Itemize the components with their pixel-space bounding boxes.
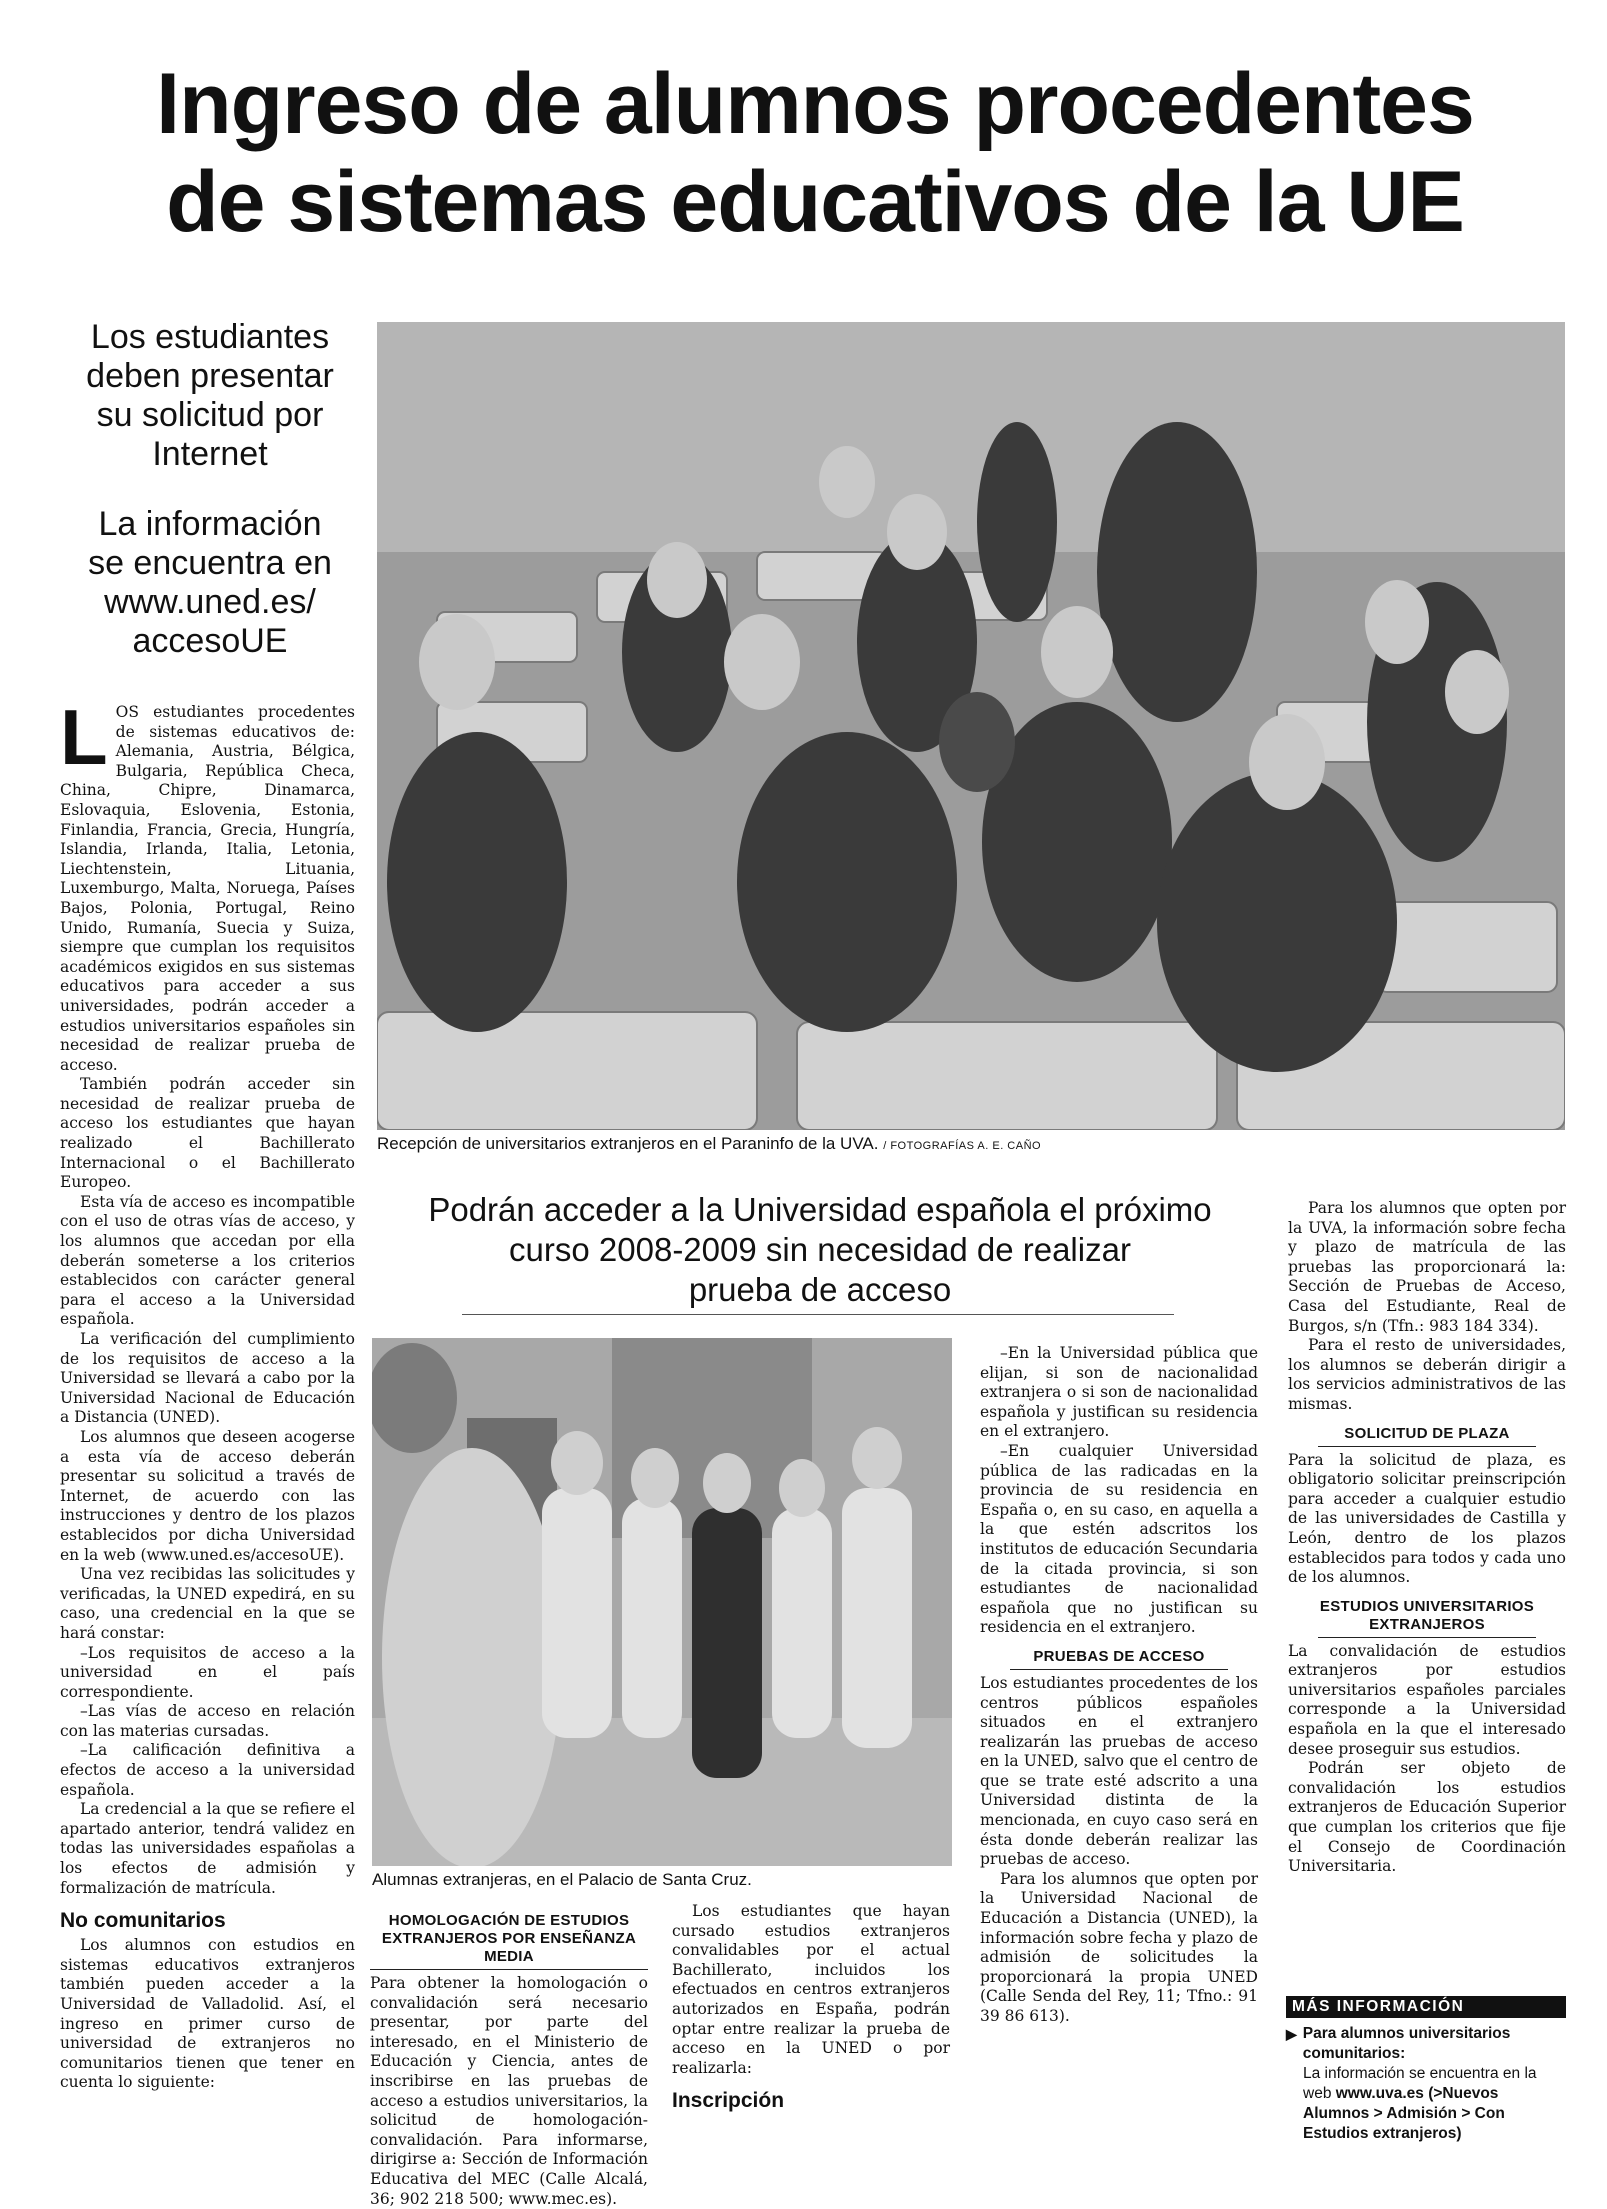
paragraph: Los alumnos que deseen acogerse a esta vía de acceso deberán presentar su solicitud a través de Internet, de acuerdo con las instrucciones y dentro de los plazos establecidos por dicha Universidad en la web (www.uned.es/accesoUE).: [60, 1427, 355, 1564]
more-info-box: [1286, 1996, 1566, 2144]
section-heading-inscripcion: Inscripción: [672, 2089, 785, 2113]
deck-line: Podrán acceder a la Universidad española el próximo: [428, 1191, 1212, 1228]
paragraph: Podrán ser objeto de convalidación los estudios extranjeros de Educación Superior que cumplan los criterios que fije el Consejo de Coordinación Universitaria.: [1288, 1759, 1566, 1876]
more-info-text: [1286, 2064, 1566, 2144]
article-column-2: [370, 1902, 648, 2209]
deck-divider: [462, 1314, 1174, 1315]
paragraph: [60, 693, 355, 1075]
paragraph: Una vez recibidas las solicitudes y verificadas, la UNED expedirá, en su caso, una credencial en la que se hará constar:: [60, 1565, 355, 1642]
photo-santa-cruz-illustration: [372, 1338, 952, 1866]
more-info-title: MÁS INFORMACIÓN: [1286, 1996, 1566, 2018]
photo-paraninfo-students: [377, 322, 1565, 1130]
paragraph: Para los alumnos que opten por la Universidad Nacional de Educación a Distancia (UNED), la información sobre fecha y plazo de admisión de solicitudes la proporcionará la propia UNED (Calle Senda del Rey, 11; Tfno.: 91 39 86 613).: [980, 1869, 1258, 2025]
paragraph: Los estudiantes procedentes de los centros públicos españoles situados en el extranjero realizarán las pruebas de acceso en la UNED, salvo que el centro de que se trate esté adscrito a una Universidad distinta de la mencionada, en cuyo caso será en ésta donde deberán realizar las pruebas de acceso.: [980, 1673, 1258, 1869]
paragraph: –En la Universidad pública que elijan, si son de nacionalidad extranjera o si son de nacionalidad española y justifican su residencia en el extranjero.: [980, 1344, 1258, 1441]
section-heading-pruebas: PRUEBAS DE ACCESO: [1010, 1648, 1228, 1670]
headline-line-1: Ingreso de alumnos procedentes: [156, 56, 1474, 152]
paragraph: Para los alumnos que opten por la UVA, la información sobre fecha y plazo de matrícula de las pruebas las proporcionará la: Sección de Pruebas de Acceso, Casa del Estudiante, Real de Burgos, s/n (Tfn.: 983 184 334).: [1288, 1199, 1566, 1335]
paragraph: También podrán acceder sin necesidad de realizar prueba de acceso los estudiantes que hayan realizado el Bachillerato Internacional o el Bachillerato Europeo.: [60, 1075, 355, 1192]
article-column-4: [980, 1344, 1258, 2027]
photo-caption: Alumnas extranjeras, en el Palacio de Santa Cruz.: [372, 1870, 752, 1889]
photo-caption: [377, 1133, 1565, 1157]
subhead-line: se encuentra en: [88, 544, 332, 582]
more-info-body: [1286, 2018, 1566, 2144]
subhead-line: accesoUE: [132, 622, 288, 660]
subhead-internet: [60, 318, 360, 474]
triangle-right-icon: ▶: [1286, 2026, 1297, 2042]
paragraph: –Las vías de acceso en relación con las materias cursadas.: [60, 1702, 355, 1740]
caption-text: Recepción de universitarios extranjeros en el Paraninfo de la UVA.: [377, 1134, 879, 1153]
subhead-line: www.uned.es/: [104, 583, 316, 621]
section-heading-estudios: ESTUDIOS UNIVERSITARIOS EXTRANJEROS: [1318, 1598, 1536, 1638]
paragraph: Esta vía de acceso es incompatible con el uso de otras vías de acceso, y los alumnos que accedan por ella deberán someterse a los criterios establecidos con carácter general para el acceso a la Universidad española.: [60, 1192, 355, 1329]
paragraph: Los estudiantes que hayan cursado estudios extranjeros convalidables por el actual Bachillerato, incluidos los efectuados en centros extranjeros autorizados en España, podrán optar entre realizar la prueba de acceso en la UNED o por realizarla:: [672, 1902, 950, 2077]
deck-subtitle: [395, 1190, 1245, 1310]
subhead-line: Internet: [152, 435, 268, 473]
paragraph: Para la solicitud de plaza, es obligatorio solicitar preinscripción para acceder a cualquier estudio de las universidades de Castilla y León, dentro de los plazos establecidos para todos y cada uno de los alumnos.: [1288, 1450, 1566, 1587]
paragraph: La verificación del cumplimiento de los requisitos de acceso a la Universidad se llevará a cabo por la Universidad Nacional de Educación a Distancia (UNED).: [60, 1330, 355, 1427]
deck-line: prueba de acceso: [688, 1271, 952, 1308]
section-heading-homologacion: HOMOLOGACIÓN DE ESTUDIOS EXTRANJEROS POR ENSEÑANZA MEDIA: [370, 1912, 648, 1970]
drop-cap: L: [60, 693, 108, 781]
paragraph: Para el resto de universidades, los alumnos se deberán dirigir a los servicios administrativos de las mismas.: [1288, 1336, 1566, 1413]
subhead-line: La información: [98, 505, 322, 543]
photo-credit: / FOTOGRAFÍAS A. E. CAÑO: [883, 1140, 1042, 1152]
paragraph: –En cualquier Universidad pública de las radicadas en la provincia de su residencia en España o, en su caso, en aquella a la que estén adscritos los institutos de educación Secundaria de la citada provincia, si son estudiantes de nacionalidad española que no justifican su residencia en el extranjero.: [980, 1441, 1258, 1637]
subhead-web: [60, 505, 360, 661]
section-heading-solicitud: SOLICITUD DE PLAZA: [1318, 1425, 1536, 1447]
subhead-line: su solicitud por: [96, 396, 324, 434]
article-column-5: [1288, 1199, 1566, 1877]
more-info-lead-text: Para alumnos universitarios comunitarios:: [1302, 2025, 1511, 2062]
more-info-sentence: La información se encuentra en la web: [1303, 2065, 1537, 2102]
paragraph: Los alumnos con estudios en sistemas educativos extranjeros también pueden acceder a la Universidad de Valladolid. Así, el ingreso en primer curso de universidad de extranjeros no comunitarios tienen que tener en cuenta lo siguiente:: [60, 1936, 355, 2092]
paragraph: –Los requisitos de acceso a la universidad en el país correspondiente.: [60, 1643, 355, 1701]
subhead-line: Los estudiantes: [90, 318, 330, 356]
paragraph: –La calificación definitiva a efectos de acceso a la universidad española.: [60, 1741, 355, 1799]
more-info-lead: [1286, 2024, 1566, 2064]
article-column-3: [672, 1902, 950, 2116]
paragraph: La credencial a la que se refiere el apartado anterior, tendrá validez en todas las universidades españolas a los efectos de admisión y formalización de matrícula.: [60, 1800, 355, 1897]
article-column-1: [60, 693, 355, 2093]
paragraph-text: OS estudiantes procedentes de sistemas educativos de: Alemania, Austria, Bélgica, Bulgaria, República Checa, China, Chipre, Dinamarca, Eslovaquia, Eslovenia, Estonia, Finlandia, Francia, Grecia, Hungría, Islandia, Irlanda, Italia, Letonia, Liechtenstein, Lituania, Luxemburgo, Malta, Noruega, Países Bajos, Polonia, Portugal, Reino Unido, Rumanía, Suecia y Suiza, siempre que cumplan los requisitos académicos exigidos en sus sistemas educativos para acceder a sus universidades, podrán acceder a estudios universitarios españoles sin necesidad de realizar prueba de acceso.: [60, 703, 355, 1074]
deck-line: curso 2008-2009 sin necesidad de realizar: [509, 1231, 1131, 1268]
more-info-web-link[interactable]: www.uva.es (>Nuevos Alumnos > Admisión > Con Estudios extranjeros): [1303, 2085, 1505, 2142]
headline-line-2: de sistemas educativos de la UE: [166, 154, 1464, 250]
headline: [80, 55, 1550, 251]
paragraph: Para obtener la homologación o convalidación será necesario presentar, por parte del interesado, en el Ministerio de Educación y Ciencia, antes de inscribirse en las pruebas de acceso a estudios universitarios, la solicitud de homologación-convalidación. Para informarse, dirigirse a: Sección de Información Educativa del MEC (Calle Alcalá, 36; 902 218 500; www.mec.es).: [370, 1974, 648, 2208]
subhead-line: deben presentar: [86, 357, 334, 395]
section-heading-no-comunitarios: No comunitarios: [60, 1909, 226, 1933]
photo-paraninfo-illustration: [377, 322, 1565, 1130]
photo-santa-cruz-students: [372, 1338, 952, 1866]
paragraph: La convalidación de estudios extranjeros por estudios universitarios españoles parciales corresponde a la Universidad española en la que el interesado desee proseguir sus estudios.: [1288, 1641, 1566, 1758]
